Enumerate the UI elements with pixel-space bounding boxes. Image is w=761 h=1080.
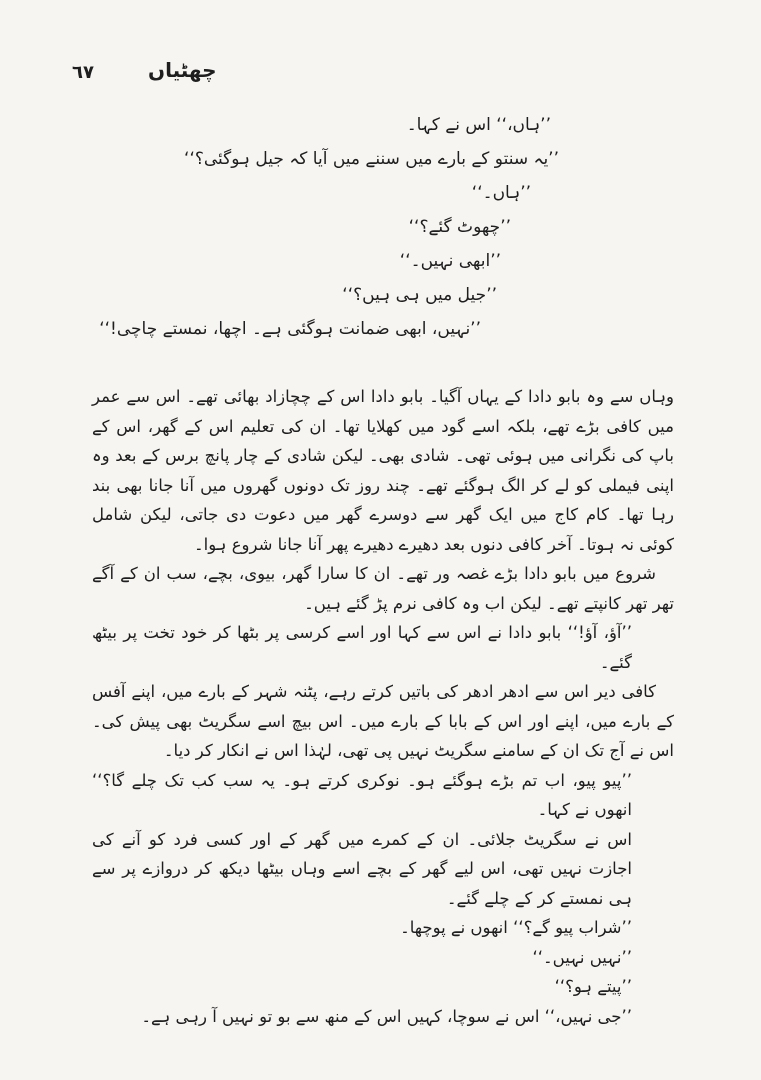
paragraph: ’’آؤ، آؤ!‘‘ بابو دادا نے اس سے کہا اور اسے کرسی پر بٹھا کر خود تخت پر بیٹھ گئے۔ bbox=[92, 623, 632, 672]
paragraph: ’’نہیں نہیں۔‘‘ bbox=[532, 947, 632, 967]
page-header bbox=[0, 58, 761, 98]
paragraph: ’’پیتے ہو؟‘‘ bbox=[554, 977, 632, 996]
running-title: چھٹیاں bbox=[148, 58, 217, 82]
dialogue-line: ’’ہاں،‘‘ اس نے کہا۔ bbox=[406, 115, 551, 135]
paragraph: کافی دیر اس سے ادھر ادھر کی باتیں کرتے رہے، پٹنہ شہر کے بارے میں، اپنے آفس کے بارے میں، اپنے اور اس کے بابا کے بارے میں۔ اس بیچ اسے سگریٹ بھی پیش کی۔ اس نے آج تک ان کے سامنے سگریٹ نہیں پی تھی، لہٰذا اس نے انکار کر دیا۔ bbox=[92, 682, 674, 760]
dialogue-line: ’’نہیں، ابھی ضمانت ہوگئی ہے۔ اچھا، نمستے چاچی!‘‘ bbox=[99, 319, 481, 339]
dialogue-line: ’’چھوٹ گئے؟‘‘ bbox=[408, 217, 511, 237]
dialogue-line: ’’جیل میں ہی ہیں؟‘‘ bbox=[342, 285, 497, 305]
paragraph: اس نے سگریٹ جلائی۔ ان کے کمرے میں گھر کے اور کسی فرد کو آنے کی اجازت نہیں تھی، اس لیے گھر کے بچے اسے وہاں بیٹھا دیکھ کر دروازے پر سے ہی نمستے کر کے چلے گئے۔ bbox=[92, 829, 632, 908]
paragraph: ’’شراب پیو گے؟‘‘ انھوں نے پوچھا۔ bbox=[400, 918, 632, 937]
paragraph: ’’جی نہیں،‘‘ اس نے سوچا، کہیں اس کے منھ سے بو تو نہیں آ رہی ہے۔ bbox=[141, 1006, 632, 1026]
dialogue-line: ’’یہ سنتو کے بارے میں سننے میں آیا کہ جیل ہوگئی؟‘‘ bbox=[184, 149, 559, 169]
page-number: ٦٧ bbox=[72, 62, 94, 83]
dialogue-block bbox=[99, 108, 559, 346]
paragraph: ’’پیو پیو، اب تم بڑے ہوگئے ہو۔ نوکری کرتے ہو۔ یہ سب کب تک چلے گا؟‘‘ انھوں نے کہا۔ bbox=[92, 770, 632, 819]
paragraph: وہاں سے وہ بابو دادا کے یہاں آگیا۔ بابو دادا اس کے چچازاد بھائی تھے۔ اس سے عمر میں کافی بڑے تھے، بلکہ اسے گود میں کھلایا تھا۔ ان کی تعلیم اس کے گھر، اس کے باپ کی نگرانی میں ہوئی تھی۔ شادی بھی۔ لیکن شادی کے چار پانچ برس کے بعد وہ اپنی فیملی کو لے کر الگ ہوگئے تھے۔ چند روز تک دونوں گھروں میں آنا جانا بھی بند رہا تھا۔ کام کاج میں ایک گھر سے دوسرے گھر میں دعوت دی جاتی، لیکن شامل کوئی نہ ہوتا۔ آخر کافی دنوں بعد دھیرے دھیرے پھر آنا جانا شروع ہوا۔ bbox=[92, 387, 674, 554]
body-text bbox=[92, 382, 674, 1031]
dialogue-line: ’’ابھی نہیں۔‘‘ bbox=[399, 251, 501, 271]
dialogue-line: ’’ہاں۔‘‘ bbox=[471, 183, 531, 203]
paragraph: شروع میں بابو دادا بڑے غصہ ور تھے۔ ان کا سارا گھر، بیوی، بچے، سب ان کے آگے تھر تھر کانپتے تھے۔ لیکن اب وہ کافی نرم پڑ گئے ہیں۔ bbox=[92, 564, 674, 613]
